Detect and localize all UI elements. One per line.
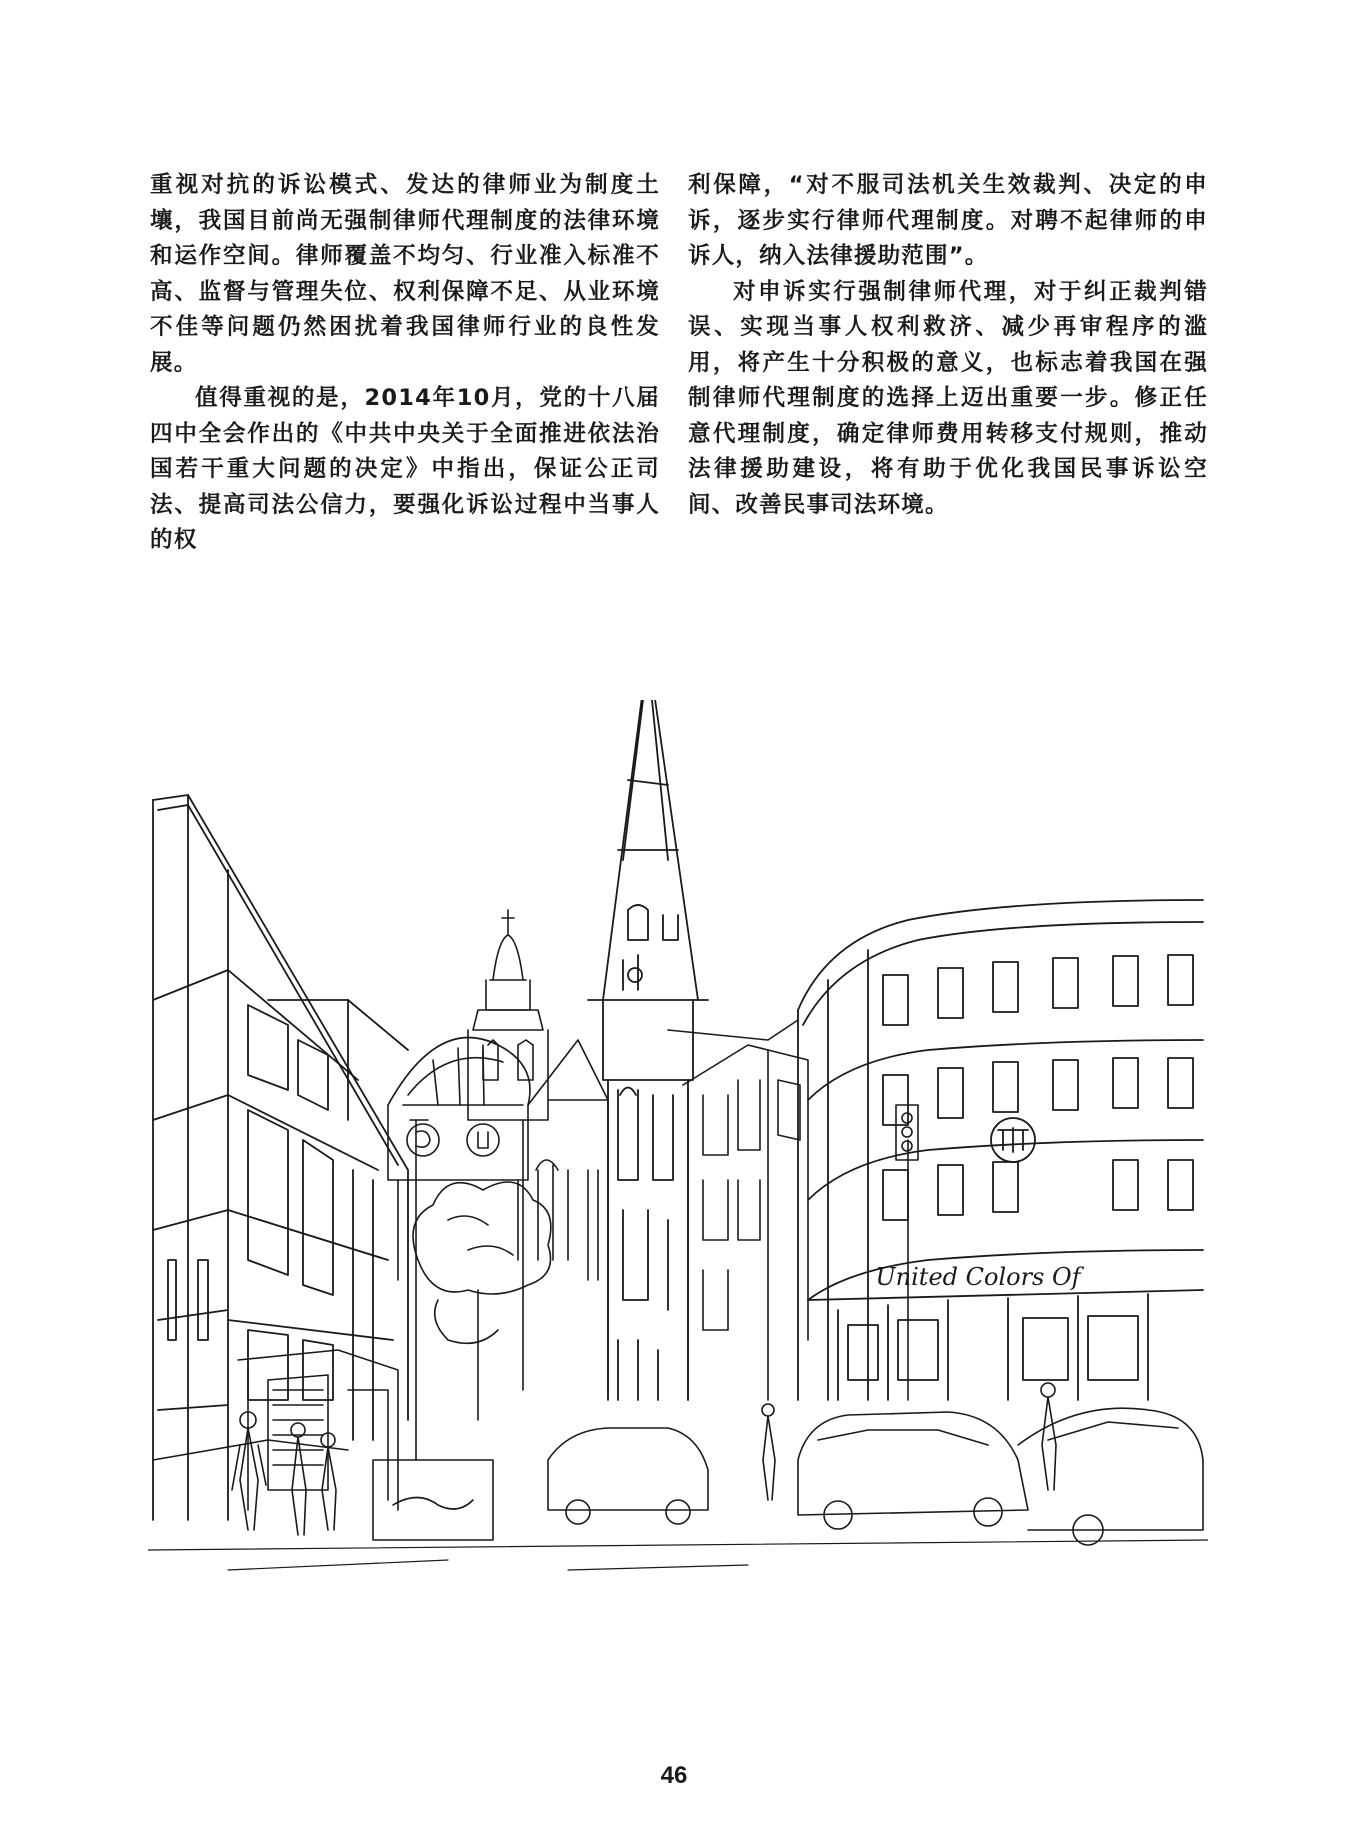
left-lower-building xyxy=(153,1350,398,1510)
street-lamp xyxy=(410,1120,428,1460)
ground-lines xyxy=(148,1540,1208,1570)
left-text-column xyxy=(150,168,660,559)
left-paragraph-1: 重视对抗的诉讼模式、发达的律师业为制度土壤，我国目前尚无强制律师代理制度的法律环境和运作空间。律师覆盖不均匀、行业准入标准不高、监督与管理失位、权利保障不足、从业环境不佳等问题仍然困扰着我国律师行业的良性发展。 xyxy=(150,172,660,376)
right-paragraph-1: 利保障，“对不服司法机关生效裁判、决定的申诉，逐步实行律师代理制度。对聘不起律师的申诉人，纳入法律援助范围”。 xyxy=(688,172,1208,269)
street-sketch-illustration xyxy=(148,700,1208,1630)
traffic-light xyxy=(896,1105,918,1400)
gothic-church xyxy=(523,1040,608,1390)
page-number: 46 xyxy=(660,1762,688,1789)
left-building xyxy=(153,795,408,1520)
right-paragraph-2: 对申诉实行强制律师代理，对于纠正裁判错误、实现当事人权利救济、减少再审程序的滥用，将产生十分积极的意义，也标志着我国在强制律师代理制度的选择上迈出重要一步。修正任意代理制度，确定律师费用转移支付规则，推动法律援助建设，将有助于优化我国民事诉讼空间、改善民事司法环境。 xyxy=(688,278,1208,518)
right-curved-building xyxy=(798,900,1203,1400)
main-spire xyxy=(588,700,708,1400)
street-billboard xyxy=(373,1460,493,1540)
left-paragraph-2: 值得重视的是，2014年10月，党的十八届四中全会作出的《中共中央关于全面推进依法治国若干重大问题的决定》中指出，保证公正司法、提高司法公信力，要强化诉讼过程中当事人的权 xyxy=(150,385,660,553)
right-mid-buildings xyxy=(668,1020,808,1400)
shop-sign: United Colors Of xyxy=(875,1263,1081,1291)
right-text-column xyxy=(688,168,1208,523)
street-cars xyxy=(548,1408,1203,1545)
street-trees xyxy=(413,1182,551,1420)
baroque-tower xyxy=(468,910,548,1120)
dome-building xyxy=(388,1038,530,1281)
